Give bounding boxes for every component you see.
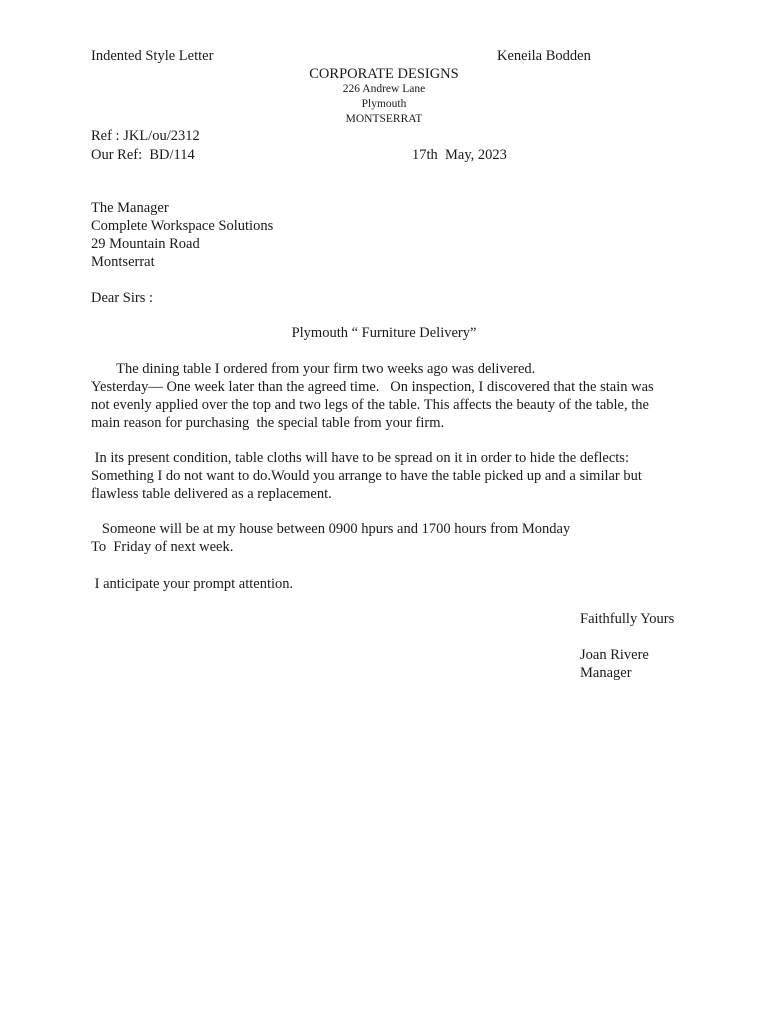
paragraph-line: not evenly applied over the top and two legs of the table. This affects the beauty of the table, the	[91, 397, 649, 413]
recipient-country: Montserrat	[91, 254, 155, 270]
author-name: Keneila Bodden	[497, 48, 591, 64]
complimentary-close: Faithfully Yours	[580, 611, 675, 627]
body-paragraph-1	[91, 360, 691, 432]
signatory-title: Manager	[580, 665, 632, 681]
letter-date: 17th May, 2023	[412, 147, 507, 163]
company-name: CORPORATE DESIGNS	[309, 66, 459, 82]
reference-number: Ref : JKL/ou/2312	[91, 128, 200, 144]
paragraph-line: Someone will be at my house between 0900 hpurs and 1700 hours from Monday	[91, 521, 571, 537]
body-paragraph-4	[91, 575, 691, 593]
paragraph-line: The dining table I ordered from your firm two weeks ago was delivered.	[91, 361, 536, 377]
paragraph-line: In its present condition, table cloths will have to be spread on it in order to hide the deflects:	[91, 450, 629, 466]
company-address-city: Plymouth	[361, 98, 407, 110]
recipient-title: The Manager	[91, 200, 169, 216]
salutation: Dear Sirs :	[91, 290, 154, 306]
subject-line: Plymouth “ Furniture Delivery”	[291, 325, 477, 341]
signatory-name: Joan Rivere	[580, 647, 649, 663]
recipient-company: Complete Workspace Solutions	[91, 218, 274, 234]
letter-style-label: Indented Style Letter	[91, 48, 214, 64]
body-paragraph-2	[91, 449, 691, 503]
paragraph-line: To Friday of next week.	[91, 539, 234, 555]
paragraph-line: Something I do not want to do.Would you arrange to have the table picked up and a similar but	[91, 468, 642, 484]
company-address-street: 226 Andrew Lane	[342, 83, 426, 95]
paragraph-line: main reason for purchasing the special table from your firm.	[91, 415, 445, 431]
recipient-street: 29 Mountain Road	[91, 236, 200, 252]
paragraph-line: Yesterday— One week later than the agreed time. On inspection, I discovered that the stain was	[91, 379, 654, 395]
paragraph-line: I anticipate your prompt attention.	[91, 576, 294, 592]
body-paragraph-3	[91, 520, 691, 556]
company-address-country: MONTSERRAT	[345, 113, 423, 125]
our-reference: Our Ref: BD/114	[91, 147, 195, 163]
paragraph-line: flawless table delivered as a replacement.	[91, 486, 332, 502]
